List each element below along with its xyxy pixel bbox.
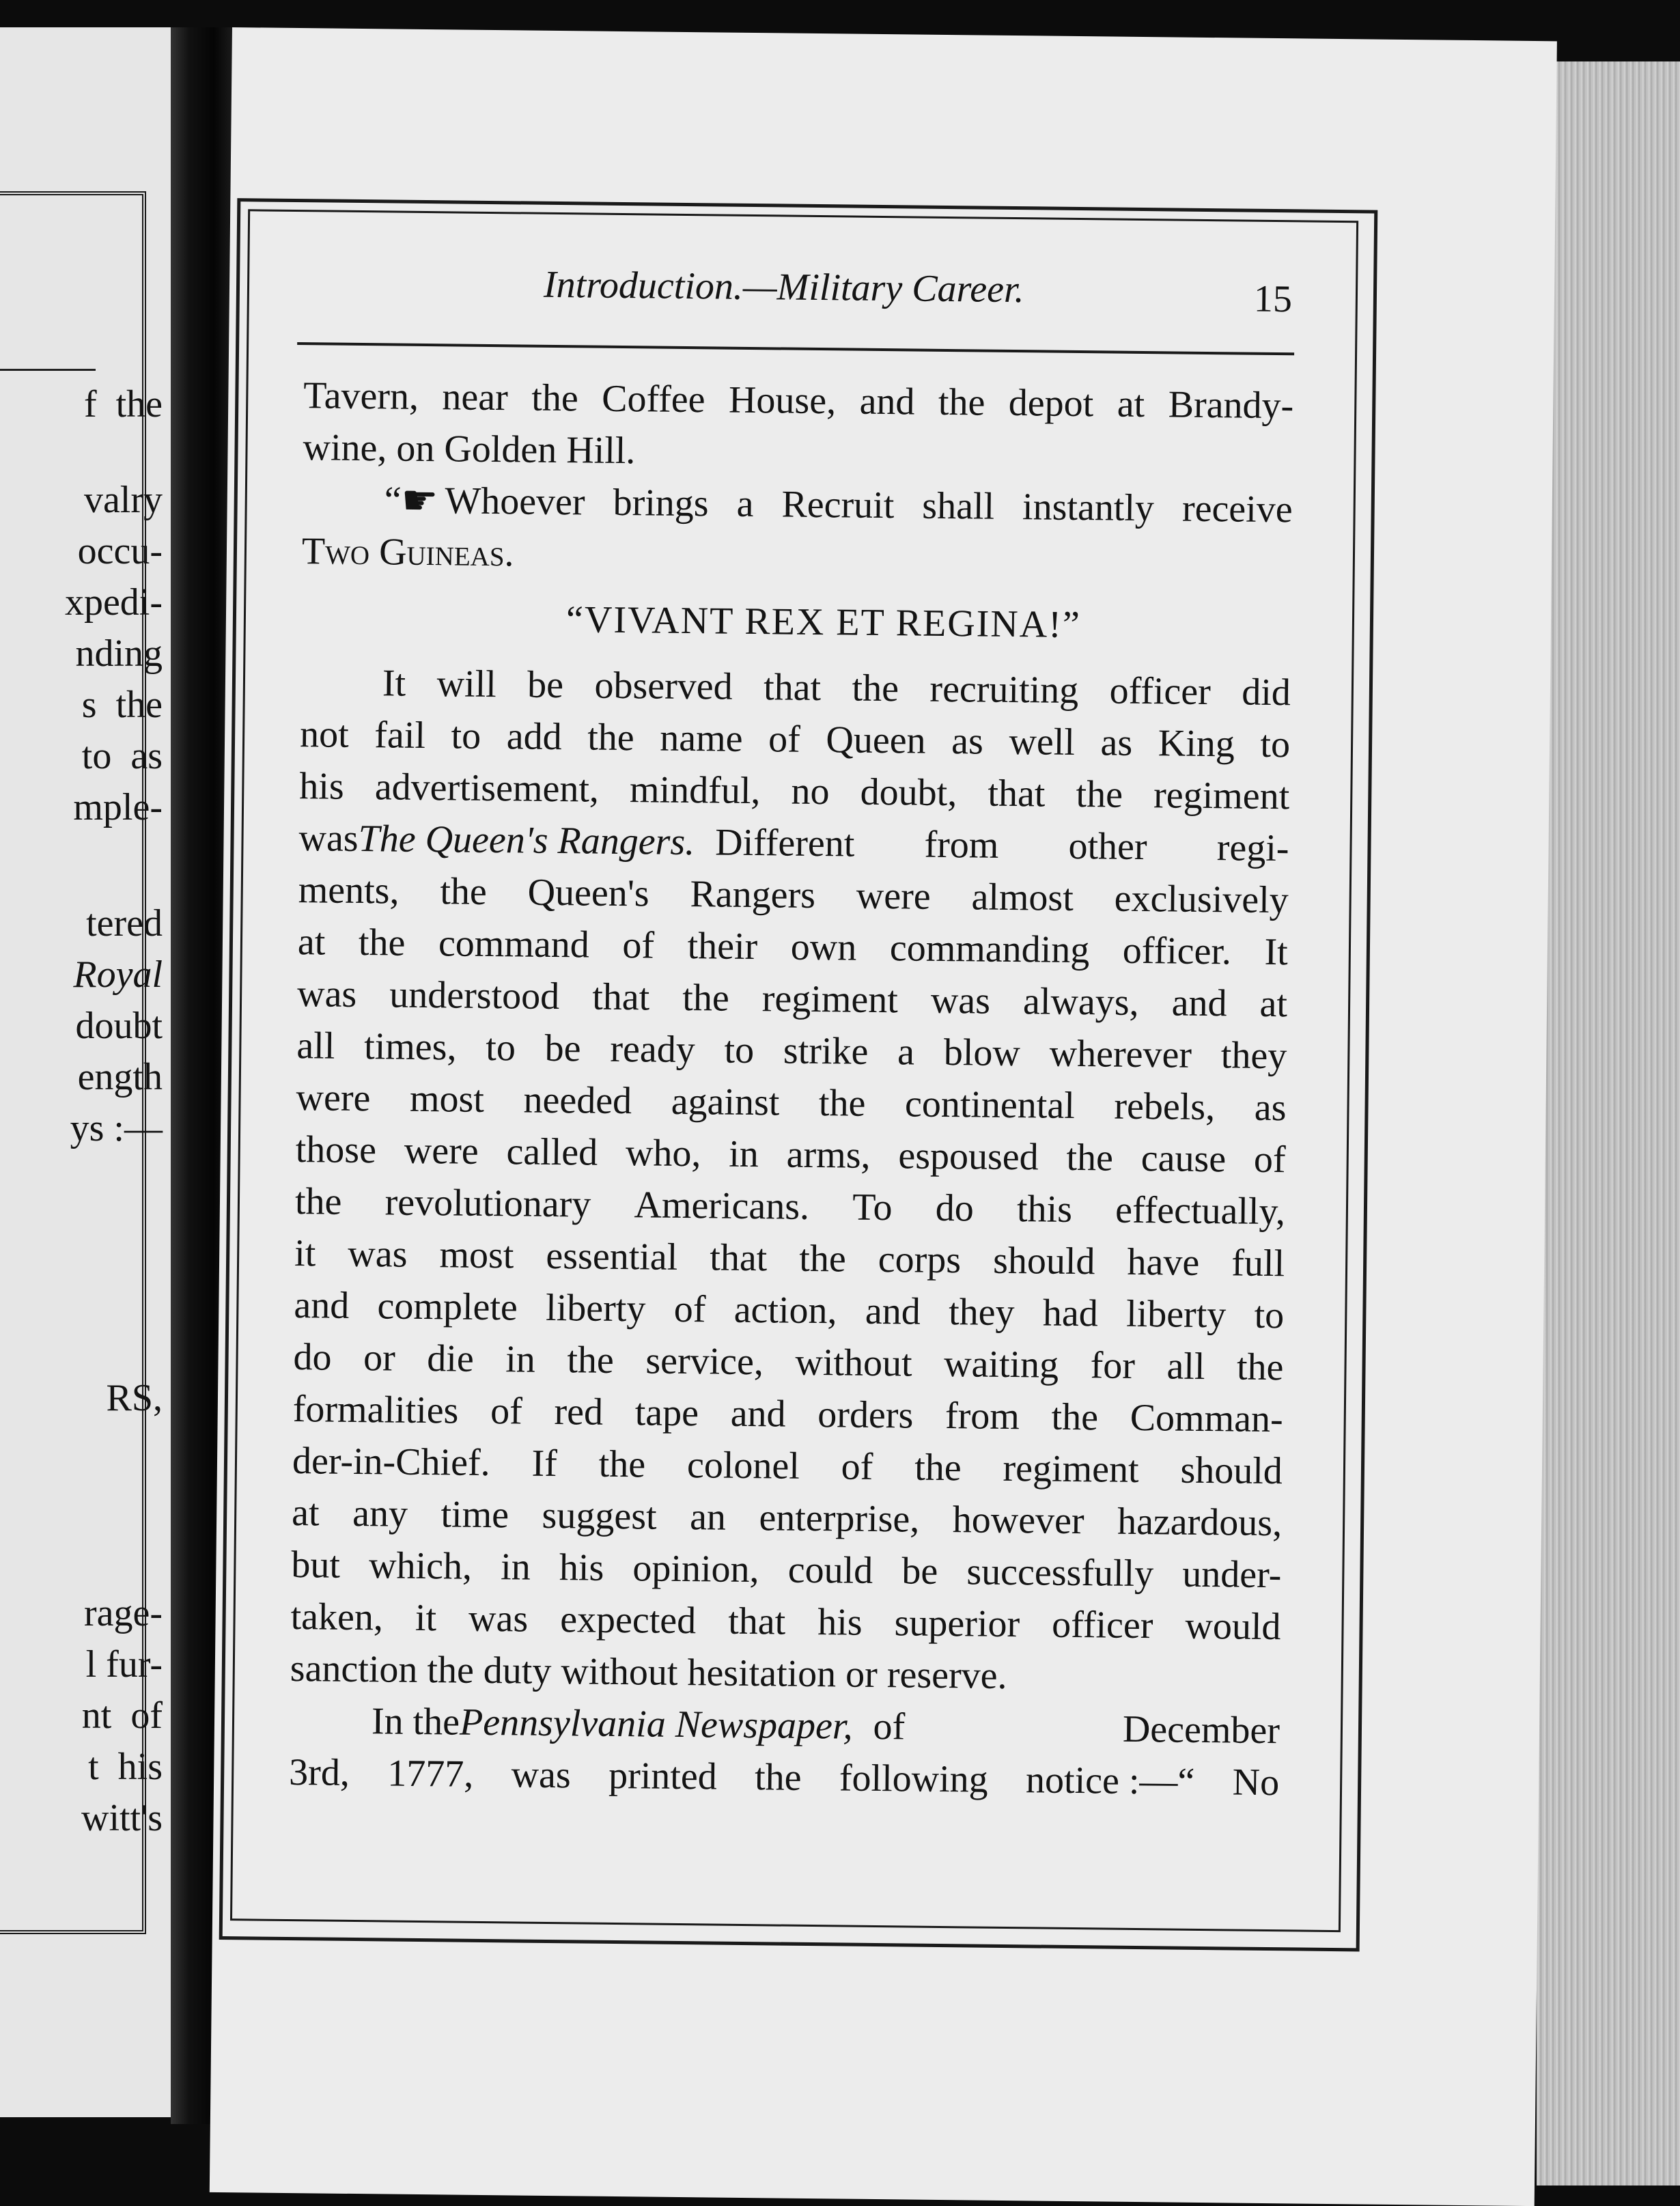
- word: full: [1231, 1242, 1285, 1285]
- word: it: [415, 1596, 437, 1640]
- advert-line-start: “ ☛: [384, 474, 438, 527]
- body-text: [289, 369, 1294, 1809]
- word: Whoever: [445, 479, 585, 524]
- word: colonel: [686, 1444, 800, 1488]
- word: receive: [1181, 487, 1293, 531]
- word: called: [506, 1130, 598, 1174]
- word: they: [948, 1291, 1015, 1335]
- word: be: [527, 663, 564, 707]
- text-line: wine, on Golden Hill.: [303, 426, 636, 473]
- previous-page-text-fragment: occu-: [77, 530, 163, 572]
- word: regiment: [1153, 774, 1290, 818]
- word: at: [297, 921, 326, 964]
- word: the: [598, 1442, 646, 1486]
- previous-page-text-fragment: ys :—: [70, 1107, 163, 1149]
- previous-page-text-fragment: xpedi-: [64, 581, 163, 624]
- previous-page: [0, 27, 171, 2117]
- word: was: [348, 1232, 408, 1276]
- word: be: [544, 1027, 581, 1070]
- word: hazardous,: [1117, 1500, 1283, 1545]
- motto: “VIVANT REX ET REGINA!”: [565, 598, 1082, 647]
- word: who,: [625, 1132, 701, 1175]
- word: any: [352, 1492, 408, 1535]
- word: at: [1117, 382, 1145, 426]
- previous-page-text-fragment: t his: [88, 1746, 163, 1788]
- word: regiment: [1003, 1447, 1139, 1492]
- word: observed: [594, 664, 733, 708]
- word: Brandy-: [1168, 383, 1294, 428]
- word: and: [1171, 981, 1227, 1025]
- word: an: [689, 1496, 727, 1539]
- word: officer.: [1122, 929, 1232, 973]
- word: of: [673, 1287, 706, 1331]
- word: needed: [523, 1078, 632, 1123]
- word: that: [763, 666, 822, 710]
- word: enterprise,: [759, 1496, 920, 1541]
- word: blow: [943, 1031, 1021, 1075]
- word: the: [818, 1082, 866, 1125]
- word: service,: [645, 1339, 764, 1384]
- word: from: [924, 823, 999, 867]
- word: the: [852, 667, 899, 710]
- word: mindful,: [629, 768, 761, 813]
- word: the: [1066, 1136, 1114, 1179]
- word: of: [841, 1445, 873, 1488]
- word: those: [295, 1128, 377, 1172]
- word: officer: [1109, 669, 1212, 714]
- word: the: [682, 976, 730, 1020]
- word: December: [1122, 1707, 1280, 1753]
- word: der-in-Chief.: [292, 1440, 490, 1485]
- previous-page-text-fragment: tered: [86, 902, 163, 945]
- word: was: [468, 1597, 529, 1640]
- previous-page-text-fragment: nt of: [81, 1694, 163, 1737]
- word: the: [587, 716, 634, 759]
- word: effectually,: [1115, 1188, 1286, 1233]
- word: were: [856, 874, 931, 918]
- word: of: [490, 1390, 523, 1433]
- previous-page-text-fragment: to as: [81, 735, 163, 777]
- page-edges: [1537, 61, 1680, 2186]
- word: the: [294, 1180, 342, 1223]
- word: at: [291, 1492, 320, 1535]
- word: orders: [817, 1393, 914, 1437]
- word: strike: [783, 1029, 869, 1073]
- word: regiment: [761, 977, 899, 1022]
- word: ments,: [298, 869, 400, 912]
- text-line: [291, 1539, 1282, 1601]
- word: his: [299, 765, 345, 808]
- word: die: [427, 1337, 475, 1380]
- word: were: [296, 1076, 371, 1120]
- word: could: [787, 1548, 873, 1592]
- word: however: [952, 1498, 1084, 1543]
- word: almost: [971, 876, 1074, 919]
- word: It: [382, 662, 406, 705]
- word: the: [914, 1446, 962, 1490]
- word: do: [293, 1336, 332, 1379]
- word: should: [992, 1239, 1095, 1283]
- word: 3rd,: [288, 1751, 350, 1794]
- word: and: [865, 1289, 921, 1333]
- word: If: [531, 1442, 558, 1485]
- word: their: [687, 925, 758, 968]
- word: formalities: [292, 1388, 459, 1432]
- word: as: [1254, 1086, 1287, 1130]
- word: own: [790, 925, 857, 969]
- previous-page-text-fragment: ength: [77, 1056, 163, 1098]
- word: It: [1264, 930, 1289, 974]
- word: expected: [559, 1598, 697, 1643]
- word: House,: [728, 378, 837, 423]
- word: the: [1076, 773, 1123, 816]
- word: recruiting: [929, 667, 1079, 712]
- text-line: [289, 1746, 1280, 1809]
- previous-page-text-fragment: witt's: [81, 1797, 163, 1839]
- word: was: [296, 973, 357, 1016]
- word: brings: [613, 481, 709, 525]
- word: the: [754, 1756, 802, 1799]
- word: to: [486, 1026, 516, 1070]
- current-page: [210, 27, 1557, 2206]
- word: do: [935, 1186, 975, 1230]
- word: as: [951, 720, 984, 763]
- word: notice :—“: [1025, 1759, 1195, 1803]
- word: should: [1180, 1449, 1283, 1493]
- word: and: [859, 380, 915, 423]
- word: essential: [546, 1234, 678, 1279]
- word: but: [291, 1544, 341, 1587]
- word: of: [622, 924, 655, 967]
- word: from: [944, 1395, 1020, 1438]
- word: it: [294, 1232, 316, 1275]
- word: was: [511, 1753, 572, 1797]
- previous-page-text-fragment: nding: [75, 632, 163, 675]
- word: Americans.: [634, 1184, 810, 1228]
- word: that: [727, 1600, 786, 1643]
- word: commanding: [889, 927, 1090, 972]
- word: did: [1241, 671, 1291, 714]
- word: red: [554, 1391, 604, 1434]
- word: Different: [714, 821, 855, 865]
- word: his: [559, 1546, 604, 1589]
- running-head: Introduction.—Military Career.: [543, 263, 1024, 311]
- italic-title: The Queen's Rangers.: [358, 818, 695, 864]
- word: at: [1259, 982, 1288, 1026]
- word: which,: [368, 1544, 473, 1588]
- word: wherever: [1049, 1032, 1192, 1076]
- word: a: [897, 1031, 915, 1074]
- italic-title: Pennsylvania Newspaper,: [459, 1701, 853, 1748]
- word: well: [1009, 720, 1076, 764]
- previous-page-text-fragment: RS,: [106, 1377, 163, 1419]
- text-line: In the Pennsylvania Newspaper, of December: [290, 1694, 1280, 1757]
- word: of: [768, 718, 801, 761]
- word: revolutionary: [384, 1181, 591, 1226]
- word: to: [1254, 1294, 1285, 1337]
- word: the: [938, 380, 985, 424]
- word: cause: [1140, 1137, 1227, 1181]
- word: have: [1127, 1240, 1200, 1284]
- word: would: [1185, 1604, 1281, 1649]
- word: regi-: [1216, 826, 1289, 870]
- word: following: [839, 1757, 989, 1801]
- previous-page-text-fragment: f the: [83, 383, 163, 425]
- previous-page-text-fragment: rage-: [83, 1592, 163, 1634]
- word: the: [358, 921, 406, 964]
- word: no: [791, 770, 830, 813]
- word: waiting: [943, 1343, 1059, 1386]
- word: most: [439, 1233, 514, 1277]
- word: command: [438, 922, 590, 966]
- word: for: [1090, 1344, 1136, 1387]
- word: this: [1016, 1188, 1073, 1231]
- word: all: [296, 1024, 335, 1067]
- word: time: [440, 1493, 509, 1537]
- word: will: [436, 662, 497, 706]
- word: and: [294, 1284, 350, 1327]
- word: doubt,: [860, 770, 957, 815]
- word: the: [1051, 1395, 1099, 1439]
- word: to: [1260, 723, 1291, 766]
- word: to: [724, 1029, 755, 1072]
- word: in: [500, 1546, 531, 1589]
- word: in: [505, 1338, 536, 1381]
- text-line: was The Queen's Rangers. Different from other regi-: [298, 812, 1289, 874]
- word: that: [591, 975, 650, 1019]
- word: most: [409, 1077, 485, 1121]
- word: Rangers: [690, 873, 816, 917]
- word: was: [930, 979, 991, 1022]
- word: add: [506, 715, 562, 759]
- word: understood: [389, 973, 560, 1018]
- word: corps: [878, 1238, 962, 1282]
- word: arms,: [786, 1133, 871, 1177]
- word: instantly: [1022, 486, 1155, 530]
- word: the: [799, 1237, 847, 1281]
- word: against: [671, 1080, 780, 1124]
- pointing-hand-icon: ☛: [401, 476, 438, 525]
- word: had: [1042, 1292, 1099, 1335]
- word: of: [873, 1705, 906, 1748]
- word: and: [730, 1392, 786, 1436]
- word: continental: [904, 1083, 1076, 1128]
- word: that: [988, 772, 1046, 815]
- word: Tavern,: [303, 374, 419, 418]
- word: opinion,: [632, 1547, 759, 1591]
- word: that: [710, 1236, 768, 1280]
- word: rebels,: [1114, 1085, 1216, 1129]
- word: depot: [1008, 381, 1094, 425]
- word: or: [363, 1337, 396, 1380]
- word: action,: [733, 1288, 837, 1332]
- word: superior: [894, 1602, 1020, 1646]
- word: in: [728, 1132, 759, 1176]
- text-line: [300, 656, 1291, 718]
- word: shall: [922, 484, 995, 528]
- word: as: [1100, 721, 1133, 764]
- word: fail: [374, 714, 426, 757]
- text-line: sanction the duty without hesitation or reserve.: [290, 1647, 1007, 1698]
- word: his: [817, 1601, 863, 1644]
- word: liberty: [1125, 1292, 1227, 1337]
- word: they: [1220, 1034, 1287, 1078]
- word: of: [1253, 1138, 1286, 1182]
- word: all: [1166, 1345, 1205, 1388]
- word: officer: [1051, 1603, 1153, 1647]
- word: successfully: [966, 1550, 1154, 1595]
- word: suggest: [542, 1494, 657, 1538]
- word: other: [1068, 824, 1147, 869]
- word: exclusively: [1114, 877, 1289, 922]
- word: the: [1236, 1345, 1284, 1389]
- word: 1777,: [387, 1752, 474, 1796]
- word: espoused: [898, 1134, 1039, 1179]
- word: tape: [634, 1391, 699, 1435]
- word: Recruit: [781, 483, 895, 527]
- word: Comman-: [1130, 1396, 1284, 1441]
- word: advertisement,: [374, 766, 600, 811]
- word: a: [736, 482, 754, 526]
- word: To: [852, 1186, 893, 1229]
- previous-page-text-fragment: l fur-: [85, 1643, 163, 1686]
- word: taken,: [290, 1595, 384, 1639]
- word: the: [567, 1339, 615, 1382]
- text-line: Two Guineas.: [301, 530, 514, 575]
- word: ready: [610, 1027, 696, 1072]
- page-number: 15: [1253, 277, 1293, 321]
- word: Queen: [826, 718, 926, 762]
- word: the: [440, 870, 488, 913]
- word: name: [659, 716, 743, 760]
- word: always,: [1022, 980, 1139, 1024]
- word: to: [451, 714, 481, 757]
- word: under-: [1182, 1552, 1282, 1597]
- previous-page-header-rule: [0, 369, 96, 371]
- word: near: [442, 376, 509, 419]
- word: the: [531, 376, 579, 420]
- word: liberty: [545, 1286, 646, 1330]
- word: No: [1232, 1761, 1280, 1804]
- previous-page-text-fragment: mple-: [73, 786, 163, 828]
- word: Queen's: [527, 871, 649, 915]
- word: printed: [608, 1754, 718, 1798]
- word: King: [1158, 722, 1235, 766]
- word: not: [299, 713, 350, 756]
- previous-page-text-fragment: valry: [83, 479, 163, 521]
- word: were: [404, 1129, 479, 1173]
- word: times,: [363, 1025, 457, 1069]
- word: be: [901, 1550, 938, 1593]
- word: complete: [377, 1285, 518, 1329]
- word: without: [795, 1341, 912, 1385]
- word: Coffee: [601, 377, 705, 421]
- previous-page-text-fragment: doubt: [75, 1005, 163, 1047]
- previous-page-text-fragment: Royal: [73, 953, 163, 996]
- previous-page-text-fragment: s the: [81, 684, 163, 726]
